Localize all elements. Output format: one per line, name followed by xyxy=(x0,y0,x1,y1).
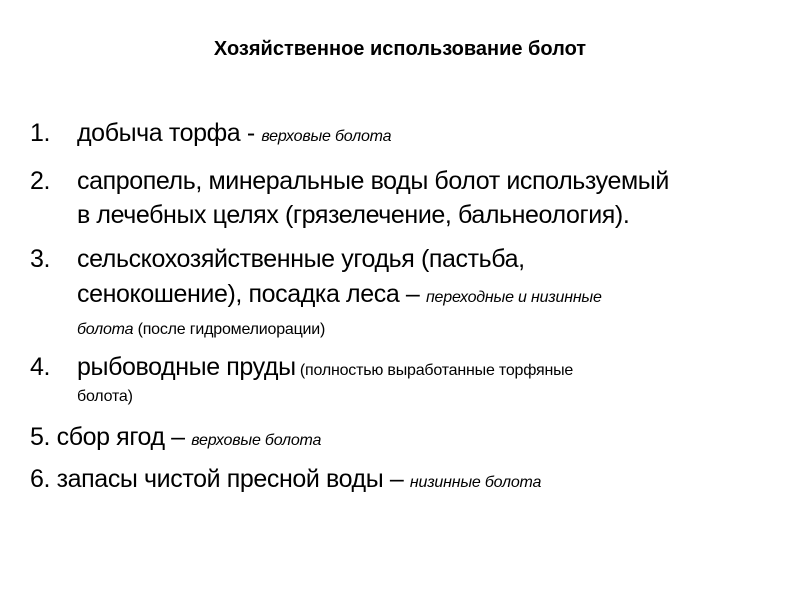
item-line xyxy=(30,464,541,498)
item-text xyxy=(77,118,391,152)
item-main: добыча торфа - xyxy=(77,119,262,147)
item-number: 5. xyxy=(30,423,51,451)
item-line xyxy=(77,279,602,313)
item-italic-note: низинные болота xyxy=(409,474,542,491)
item-number: 3. xyxy=(30,245,51,273)
item-italic-note: верховые болота xyxy=(191,432,322,449)
slide-title: Хозяйственное использование болот xyxy=(213,38,587,60)
item-line xyxy=(77,311,325,345)
item-italic-note: переходные и низинные xyxy=(425,289,602,306)
item-main: запасы чистой пресной воды – xyxy=(50,465,410,493)
item-number: 1. xyxy=(30,119,51,147)
item-main: сбор ягод – xyxy=(50,423,192,451)
item-note: (после гидромелиорации) xyxy=(133,321,326,338)
item-line: сапропель, минеральные воды болот используемый xyxy=(77,167,669,195)
item-line xyxy=(77,352,573,386)
item-number: 2. xyxy=(30,167,51,195)
item-note: болота) xyxy=(77,388,133,405)
item-main: рыбоводные пруды xyxy=(77,353,296,381)
item-line: сельскохозяйственные угодья (пастьба, xyxy=(77,245,525,273)
item-italic-note: верховые болота xyxy=(261,128,392,145)
item-main: сенокошение), посадка леса – xyxy=(77,280,426,308)
item-number: 6. xyxy=(30,465,51,493)
item-line: в лечебных целях (грязелечение, бальнеология). xyxy=(77,201,630,229)
item-number: 4. xyxy=(30,353,51,381)
item-line xyxy=(30,422,321,456)
item-note: (полностью выработанные торфяные xyxy=(295,362,574,379)
item-italic-note: болота xyxy=(77,321,134,338)
